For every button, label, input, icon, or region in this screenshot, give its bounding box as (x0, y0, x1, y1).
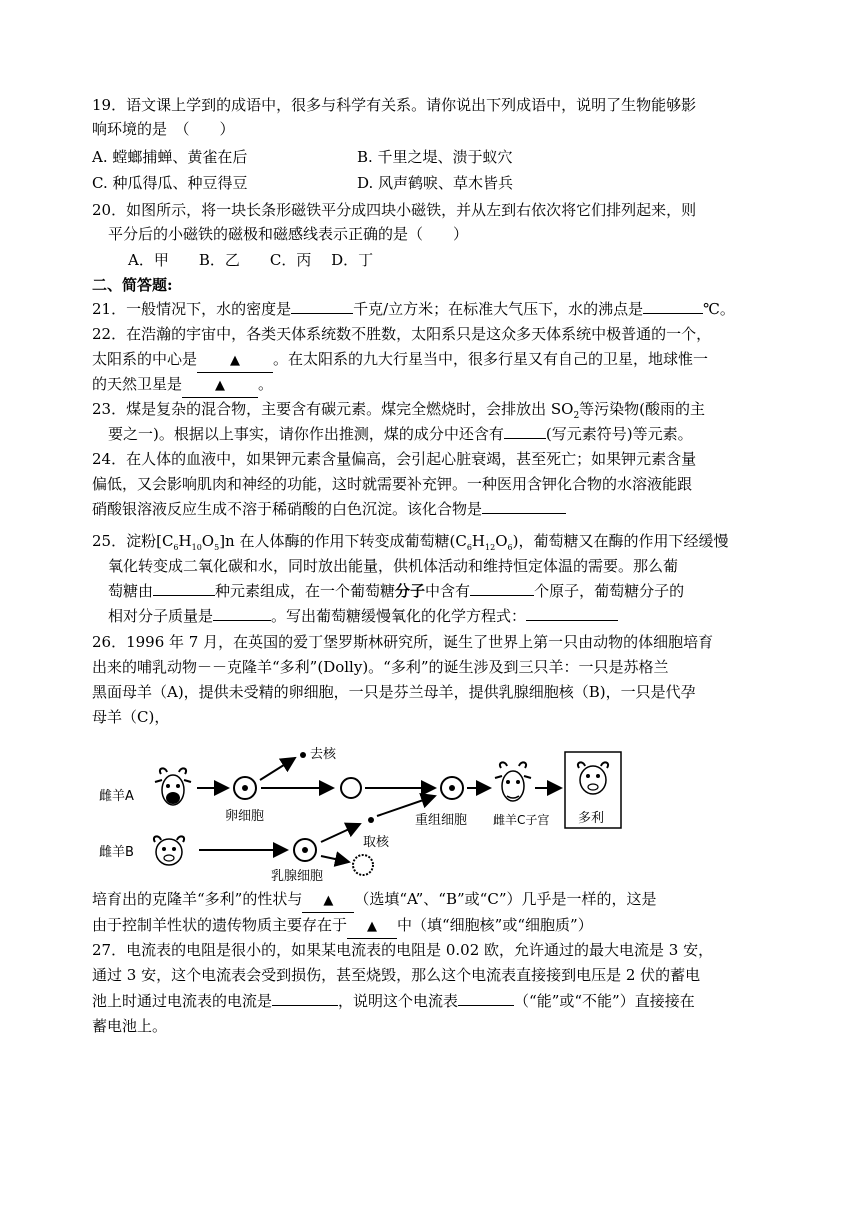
label-sheep-a: 雌羊A (99, 789, 134, 804)
q22-text: 的天然卫星是 (92, 375, 183, 393)
enucleated-egg-icon (341, 778, 361, 798)
taken-nucleus-dot (368, 817, 374, 823)
blank (643, 299, 703, 314)
q19-line2: 响环境的是 （ ） (92, 120, 235, 138)
q22-text: 。在太阳系的九大行星当中，很多行星又有自己的卫星，地球惟一 (273, 350, 709, 368)
q26-text: 培育出的克隆羊“多利”的性状与 (92, 890, 303, 908)
blank (482, 499, 566, 514)
blank (153, 581, 215, 596)
q26-text: 中（填“细胞核”或“细胞质”） (397, 916, 593, 934)
q21-text-c: ℃。 (703, 300, 735, 318)
subscript: 5 (214, 543, 220, 552)
q25-text: )，葡萄糖又在酶的作用下经缓慢 (512, 532, 729, 550)
q27-line4: 蓄电池上。 (92, 1017, 168, 1035)
q25-text: 种元素组成，在一个葡萄糖 (215, 582, 396, 600)
q26-text: （选填“A”、“B”或“C”）几乎是一样的，这是 (354, 890, 657, 908)
label-egg-cell: 卵细胞 (225, 809, 265, 824)
subscript: 12 (485, 543, 496, 552)
q27-line1: 27．电流表的电阻是很小的，如果某电流表的电阻是 0.02 欧，允许通过的最大电流是 3 安， (92, 941, 714, 959)
mammary-cell-icon (294, 839, 316, 861)
q25-text: 分子 (395, 582, 426, 600)
blank (526, 606, 618, 621)
q25-text: 萄糖由 (108, 582, 154, 600)
triangle-marker: ▲ (323, 893, 334, 908)
q22-line3 (92, 373, 273, 398)
label-dolly: 多利 (578, 811, 605, 826)
q25-text: 中含有 (425, 582, 471, 600)
q26-line3: 黑面母羊（A)，提供未受精的卵细胞，一只是芬兰母羊，提供乳腺细胞核（B)，一只是代孕 (92, 683, 696, 701)
q25-text: ]n 在人体酶的作用下转变成葡萄糖(C (219, 532, 467, 550)
sheep-a-icon (155, 768, 191, 805)
q22-line2 (92, 348, 708, 373)
q19-line1: 19．语文课上学到的成语中，很多与科学有关系。请你说出下列成语中，说明了生物能够影 (92, 96, 697, 114)
answer-blank (347, 914, 397, 939)
q25-line3 (108, 580, 684, 602)
q27-text: ，说明这个电流表 (338, 992, 459, 1010)
subscript: 6 (507, 543, 513, 552)
subscript: 10 (191, 543, 202, 552)
q22-line1: 22．在浩瀚的宇宙中，各类天体系统数不胜数，太阳系只是这众多天体系统中极普通的一个， (92, 325, 712, 343)
blank (213, 606, 271, 621)
label-take-nucleus: 取核 (363, 835, 390, 850)
q24-line3 (92, 498, 566, 520)
q27-text: 池上时通过电流表的电流是 (92, 992, 273, 1010)
subscript: 6 (173, 543, 179, 552)
q23-text: 23．煤是复杂的混合物，主要含有碳元素。煤完全燃烧时，会排放出 SO (92, 400, 574, 418)
q23-text: 要之一)。根据以上事实，请你作出推测，煤的成分中还含有 (108, 425, 504, 443)
q25-text: O (495, 532, 508, 550)
q26-text: 由于控制羊性状的遗传物质主要存在于 (92, 916, 348, 934)
q26-line5 (92, 888, 656, 913)
q25-line4 (108, 605, 618, 627)
q26-line6 (92, 914, 593, 939)
section-heading: 二、简答题: (92, 276, 173, 294)
q20-options: A．甲 B．乙 C．丙 D．丁 (128, 251, 374, 269)
sheep-c-icon (495, 762, 531, 801)
subscript: 2 (573, 411, 580, 421)
answer-blank (197, 348, 273, 373)
q25-text: O (201, 532, 215, 550)
answer-blank (302, 888, 354, 913)
egg-cell-icon (234, 777, 256, 799)
answer-blank (182, 373, 258, 398)
q21-text-a: 21．一般情况下，水的密度是 (92, 300, 292, 318)
q25-text: 相对分子质量是 (108, 607, 214, 625)
q27-line3 (92, 990, 695, 1012)
label-sheep-b: 雌羊B (99, 845, 134, 860)
q25-text: H (178, 532, 192, 550)
q20-line2: 平分后的小磁铁的磁极和磁感线表示正确的是（ ） (108, 225, 469, 243)
q26-line4: 母羊（C)， (92, 708, 170, 726)
label-remove-nucleus: 去核 (310, 747, 337, 762)
q19-option-c: C. 种瓜得瓜、种豆得豆 (92, 174, 248, 192)
sheep-b-icon (154, 836, 184, 865)
label-mammary-cell: 乳腺细胞 (271, 869, 324, 884)
q23-line2 (108, 423, 693, 445)
q25-text: H (471, 532, 486, 550)
q19-option-d: D. 风声鹤唳、草木皆兵 (357, 174, 514, 192)
q22-text: 。 (258, 375, 274, 393)
q21-text-b: 千克/立方米；在标准大气压下，水的沸点是 (353, 300, 644, 318)
cloning-diagram (95, 740, 635, 885)
q19-option-a: A. 螳螂捕蝉、黄雀在后 (92, 148, 248, 166)
q23-text: 等污染物(酸雨的主 (579, 400, 706, 418)
q24-text: 硝酸银溶液反应生成不溶于稀硝酸的白色沉淀。该化合物是 (92, 500, 483, 518)
q25-text: 25．淀粉[C (92, 532, 174, 550)
blank (458, 991, 514, 1006)
q26-line2: 出来的哺乳动物－－克隆羊“多利”(Dolly)。“多利”的诞生涉及到三只羊：一只是苏格兰 (92, 658, 669, 676)
label-recombined-cell: 重组细胞 (415, 813, 468, 828)
blank (470, 581, 534, 596)
q24-line2: 偏低，又会影响肌肉和神经的功能，这时就需要补充钾。一种医用含钾化合物的水溶液能跟 (92, 475, 693, 493)
q27-text: （“能”或“不能”）直接接在 (514, 992, 695, 1010)
denucleated-cell-icon (353, 855, 373, 875)
triangle-marker: ▲ (215, 378, 226, 393)
blank (291, 299, 353, 314)
subscript: 6 (466, 543, 472, 552)
triangle-marker: ▲ (367, 919, 378, 934)
q23-text: (写元素符号)等元素。 (545, 425, 693, 443)
label-uterus-c: 雌羊C子宫 (493, 813, 550, 827)
q19-option-b: B. 千里之堤、溃于蚁穴 (357, 148, 513, 166)
q24-line1: 24．在人体的血液中，如果钾元素含量偏高，会引起心脏衰竭，甚至死亡；如果钾元素含量 (92, 450, 697, 468)
q22-text: 太阳系的中心是 (92, 350, 198, 368)
q21-line (92, 298, 735, 320)
cloning-diagram-svg (95, 740, 635, 885)
q27-line2: 通过 3 安，这个电流表会受到损伤，甚至烧毁，那么这个电流表直接接到电压是 2 伏的蓄电 (92, 966, 701, 984)
recombined-cell-icon (441, 777, 463, 799)
triangle-marker: ▲ (230, 353, 241, 368)
removed-nucleus-dot (300, 752, 306, 758)
q20-line1: 20．如图所示，将一块长条形磁铁平分成四块小磁铁，并从左到右依次将它们排列起来，则 (92, 201, 697, 219)
q25-line2: 氧化转变成二氧化碳和水，同时放出能量，供机体活动和维持恒定体温的需要。那么葡 (108, 557, 679, 575)
q26-line1: 26．1996 年 7 月，在英国的爱丁堡罗斯林研究所，诞生了世界上第一只由动物的体细胞培育 (92, 633, 714, 651)
blank (504, 424, 546, 439)
q25-text: 。写出葡萄糖缓慢氧化的化学方程式： (271, 607, 527, 625)
q25-text: 个原子，葡萄糖分子的 (534, 582, 685, 600)
blank (272, 991, 338, 1006)
